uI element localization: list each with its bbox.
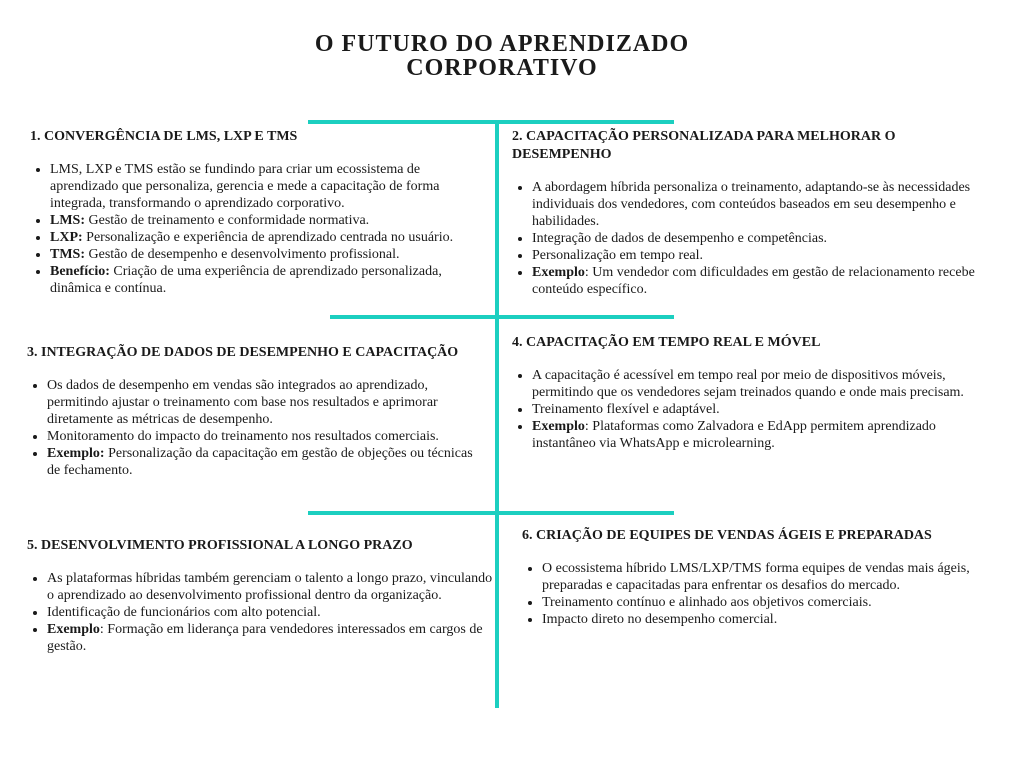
bullet-list	[30, 161, 482, 297]
section-heading: 2. CAPACITAÇÃO PERSONALIZADA PARA MELHORAR O DESEMPENHO	[512, 129, 896, 162]
bullet-list	[512, 367, 996, 452]
item-text: Personalização da capacitação em gestão de objeções ou técnicas de fechamento.	[47, 446, 473, 478]
list-item	[542, 611, 1002, 628]
item-label: LXP:	[50, 230, 83, 245]
section-heading: 3. INTEGRAÇÃO DE DADOS DE DESEMPENHO E CAPACITAÇÃO	[27, 345, 459, 360]
bullet-list	[27, 570, 497, 655]
item-label: Exemplo:	[47, 446, 105, 461]
section-integracao-dados	[27, 344, 487, 479]
list-item	[50, 212, 482, 229]
list-item	[50, 161, 482, 212]
section-desenvolvimento-longo-prazo	[27, 537, 497, 655]
list-item	[532, 179, 996, 230]
item-text: Os dados de desempenho em vendas são integrados ao aprendizado, permitindo ajustar o treinamento com base nos resultados e aprimorar diretamente as métricas de desempenho.	[47, 378, 438, 427]
section-heading: 6. CRIAÇÃO DE EQUIPES DE VENDAS ÁGEIS E PREPARADAS	[522, 528, 932, 543]
list-item	[542, 560, 1002, 594]
item-label: TMS:	[50, 247, 85, 262]
item-text: : Formação em liderança para vendedores interessados em cargos de gestão.	[47, 622, 483, 654]
section-heading: 5. DESENVOLVIMENTO PROFISSIONAL A LONGO PRAZO	[27, 538, 413, 553]
list-item	[532, 247, 996, 264]
item-text: O ecossistema híbrido LMS/LXP/TMS forma equipes de vendas mais ágeis, preparadas e capacitadas para enfrentar os desafios do mercado.	[542, 561, 970, 593]
item-text: : Plataformas como Zalvadora e EdApp permitem aprendizado instantâneo via WhatsApp e microlearning.	[532, 419, 936, 451]
list-item	[47, 428, 487, 445]
item-text: Gestão de treinamento e conformidade normativa.	[85, 213, 370, 228]
section-heading: 1. CONVERGÊNCIA DE LMS, LXP E TMS	[30, 129, 298, 144]
list-item	[47, 604, 497, 621]
item-text: A capacitação é acessível em tempo real por meio de dispositivos móveis, permitindo que os vendedores sejam treinados quando e onde mais precisam.	[532, 368, 964, 400]
list-item	[532, 367, 996, 401]
item-text: LMS, LXP e TMS estão se fundindo para criar um ecossistema de aprendizado que personaliza, gerencia e mede a capacitação de forma integrada, transformando o aprendizado corporativo.	[50, 162, 440, 211]
section-convergencia	[30, 128, 482, 297]
item-label: Exemplo	[532, 265, 585, 280]
list-item	[532, 418, 996, 452]
item-text: Impacto direto no desempenho comercial.	[542, 612, 778, 627]
section-heading: 4. CAPACITAÇÃO EM TEMPO REAL E MÓVEL	[512, 335, 821, 350]
item-text: Monitoramento do impacto do treinamento nos resultados comerciais.	[47, 429, 439, 444]
item-text: : Um vendedor com dificuldades em gestão de relacionamento recebe conteúdo específico.	[532, 265, 975, 297]
bullet-list	[27, 377, 487, 479]
bullet-list	[522, 560, 1002, 628]
item-text: Treinamento contínuo e alinhado aos objetivos comerciais.	[542, 595, 872, 610]
page-title-line-1: O FUTURO DO APRENDIZADO	[314, 31, 690, 57]
page-title	[0, 32, 1004, 80]
item-text: Personalização em tempo real.	[532, 248, 704, 263]
list-item	[47, 621, 497, 655]
list-item	[50, 246, 482, 263]
item-text: Identificação de funcionários com alto potencial.	[47, 605, 321, 620]
page-title-line-2: CORPORATIVO	[406, 55, 598, 81]
list-item	[542, 594, 1002, 611]
list-item	[532, 401, 996, 418]
list-item	[47, 570, 497, 604]
item-text: As plataformas híbridas também gerenciam o talento a longo prazo, vinculando o aprendizado ao desenvolvimento profissional dentro da organização.	[47, 571, 493, 603]
list-item	[532, 230, 996, 247]
horizontal-divider-top	[308, 120, 674, 124]
section-tempo-real-movel	[512, 334, 996, 452]
item-label: Benefício:	[50, 264, 110, 279]
item-text: Criação de uma experiência de aprendizado personalizada, dinâmica e contínua.	[50, 264, 442, 296]
item-text: Treinamento flexível e adaptável.	[532, 402, 720, 417]
item-text: Integração de dados de desempenho e competências.	[532, 231, 828, 246]
horizontal-divider-middle	[330, 315, 674, 319]
list-item	[47, 377, 487, 428]
item-text: Gestão de desempenho e desenvolvimento profissional.	[85, 247, 400, 262]
list-item	[50, 263, 482, 297]
item-label: Exemplo	[47, 622, 100, 637]
section-equipes-ageis	[522, 527, 1002, 628]
item-label: LMS:	[50, 213, 85, 228]
list-item	[50, 229, 482, 246]
item-text: A abordagem híbrida personaliza o treinamento, adaptando-se às necessidades individuais dos vendedores, com conteúdos baseados em seu desempenho e habilidades.	[532, 180, 971, 229]
item-text: Personalização e experiência de aprendizado centrada no usuário.	[82, 230, 454, 245]
horizontal-divider-bottom	[308, 511, 674, 515]
section-capacitacao-personalizada	[512, 128, 996, 298]
item-label: Exemplo	[532, 419, 585, 434]
bullet-list	[512, 179, 996, 298]
list-item	[47, 445, 487, 479]
list-item	[532, 264, 996, 298]
